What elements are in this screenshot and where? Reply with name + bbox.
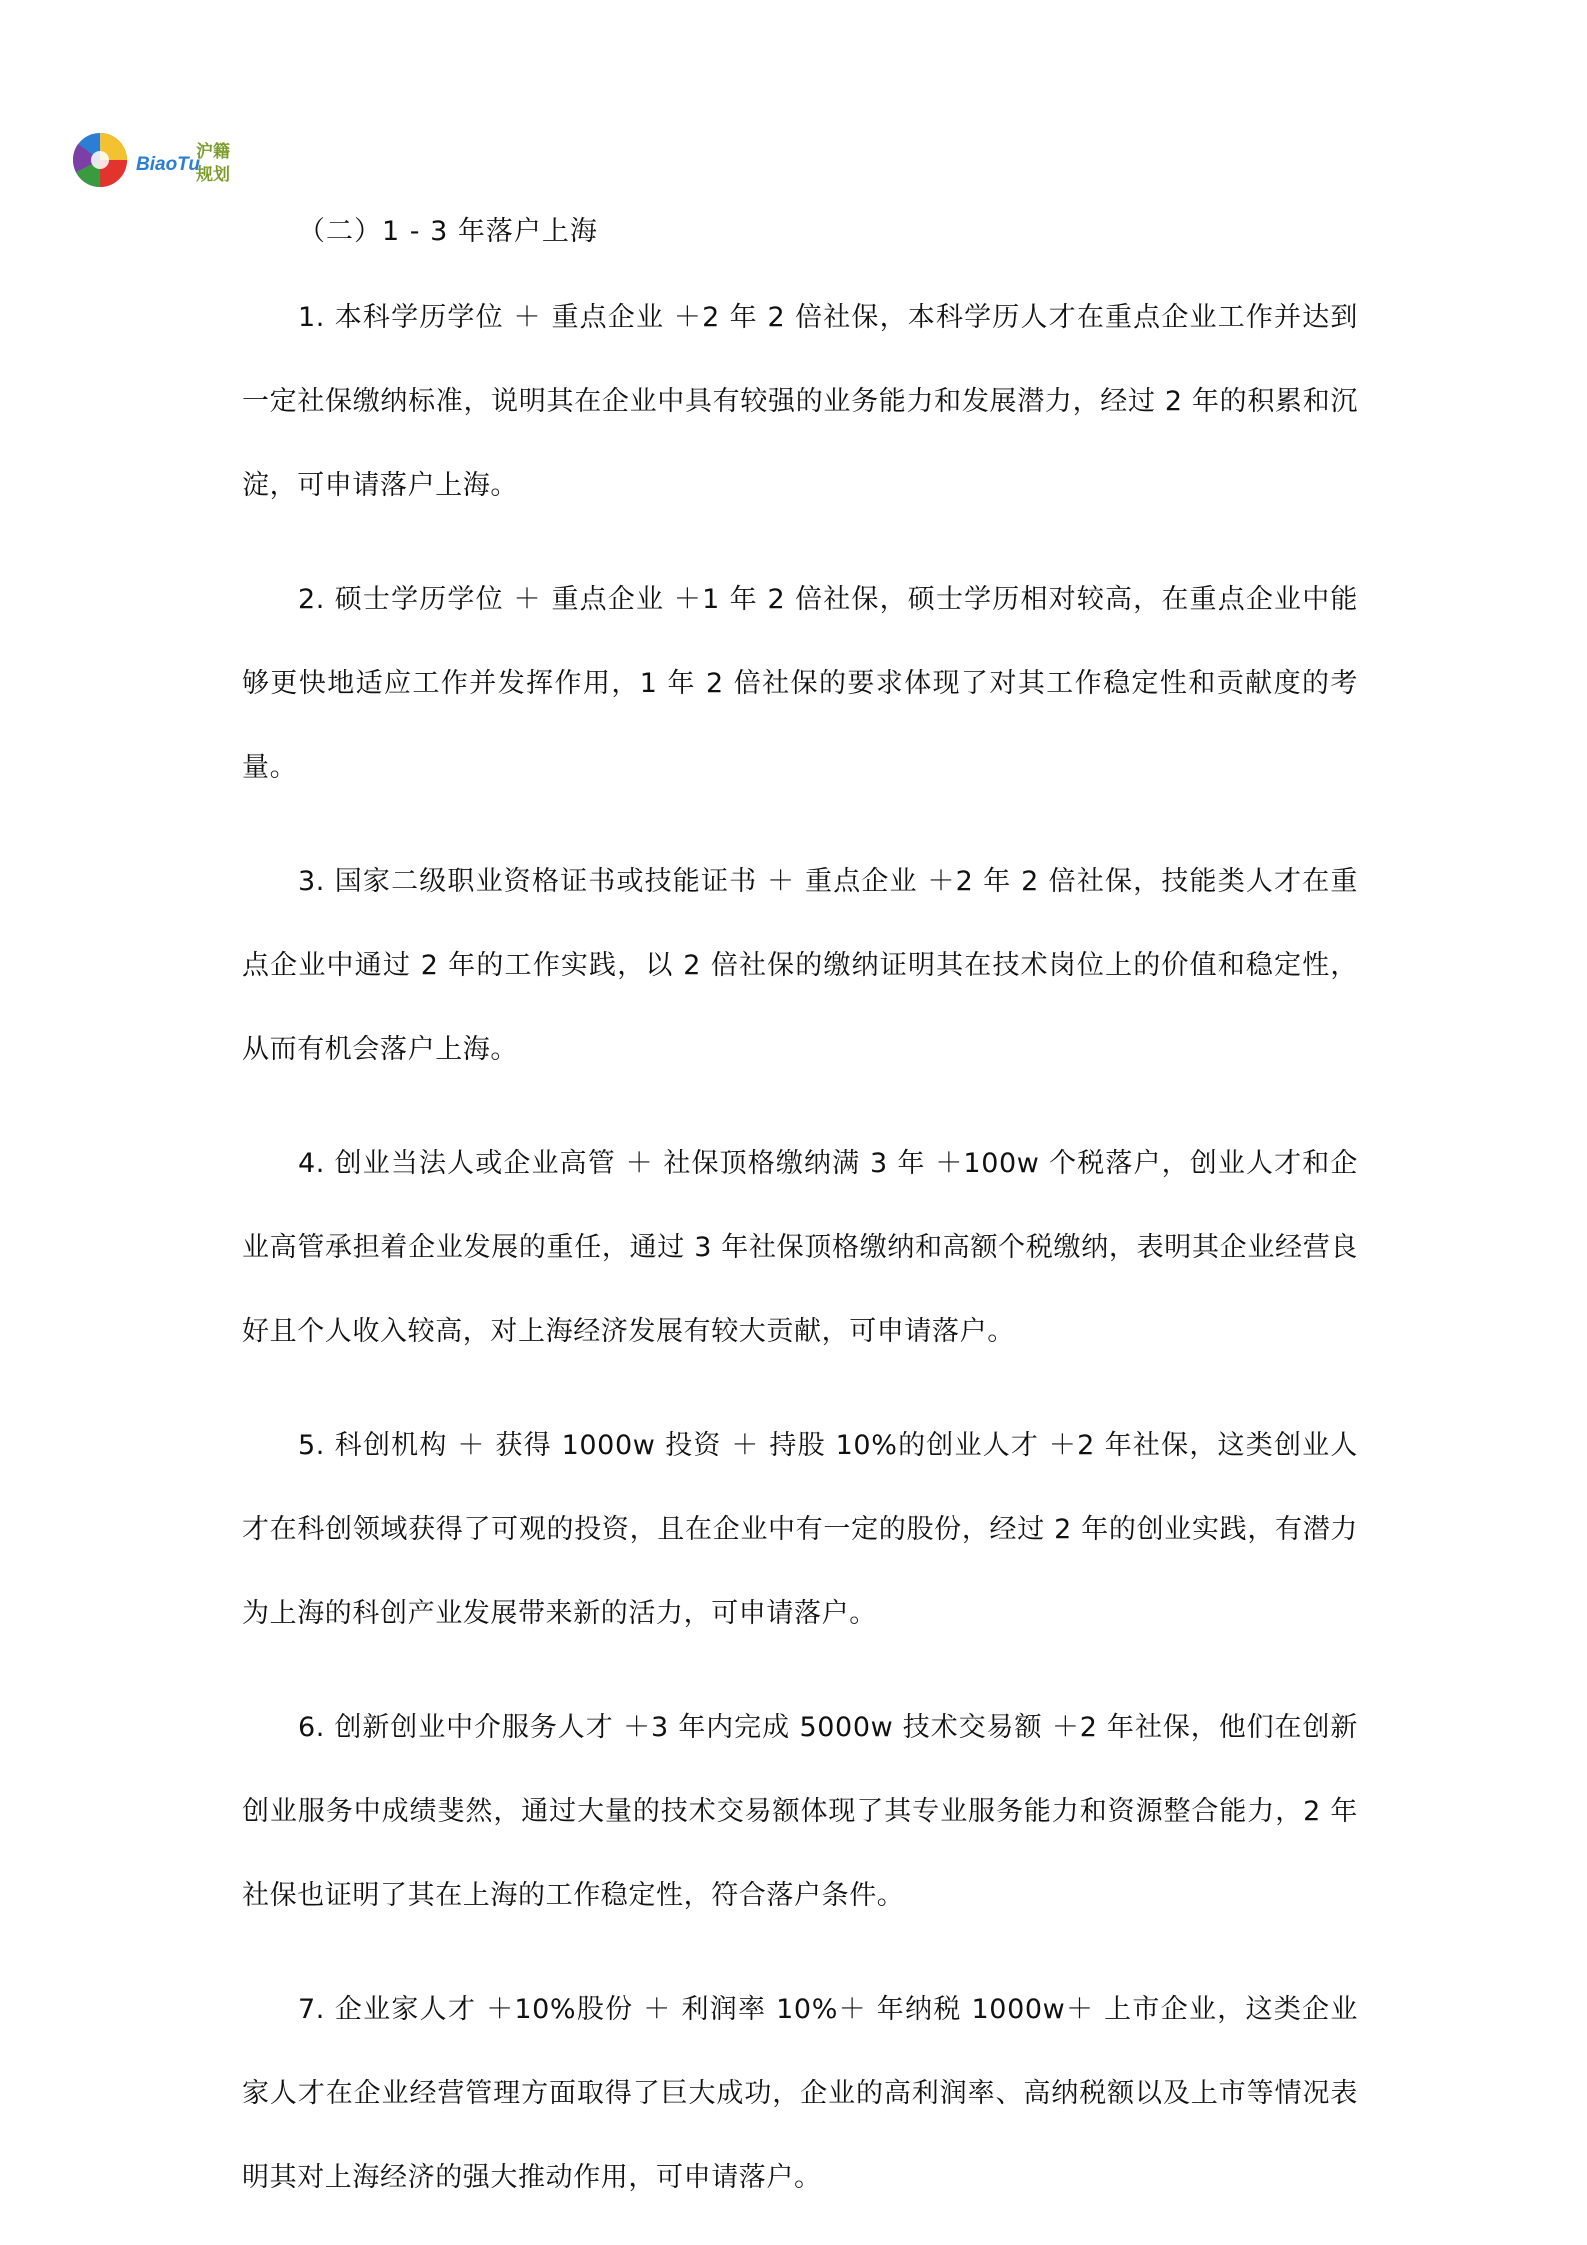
policy-item-4: 4. 创业当法人或企业高管 ＋ 社保顶格缴纳满 3 年 ＋100w 个税落户，创业人才和企业高管承担着企业发展的重任，通过 3 年社保顶格缴纳和高额个税缴纳，表明其企业经营良好且个人收入较高，对上海经济发展有较大贡献，可申请落户。: [242, 1148, 1358, 1347]
company-logo: [66, 124, 256, 194]
logo-graphic: [66, 124, 256, 194]
section-title: （二）1 - 3 年落户上海: [298, 216, 598, 247]
policy-item-2: 2. 硕士学历学位 ＋ 重点企业 ＋1 年 2 倍社保，硕士学历相对较高，在重点企业中能够更快地适应工作并发挥作用，1 年 2 倍社保的要求体现了对其工作稳定性和贡献度的考量。: [242, 584, 1358, 783]
policy-item-3: 3. 国家二级职业资格证书或技能证书 ＋ 重点企业 ＋2 年 2 倍社保，技能类人才在重点企业中通过 2 年的工作实践，以 2 倍社保的缴纳证明其在技术岗位上的价值和稳定性，从而有机会落户上海。: [242, 866, 1358, 1065]
logo-brand-cn-line1: 沪籍: [196, 142, 230, 162]
policy-item-7: 7. 企业家人才 ＋10%股份 ＋ 利润率 10%＋ 年纳税 1000w＋ 上市企业，这类企业家人才在企业经营管理方面取得了巨大成功，企业的高利润率、高纳税额以及上市等情况表明其对上海经济的强大推动作用，可申请落户。: [242, 1994, 1358, 2193]
document-body: [242, 206, 1358, 2220]
policy-item-1: 1. 本科学历学位 ＋ 重点企业 ＋2 年 2 倍社保，本科学历人才在重点企业工作并达到一定社保缴纳标准，说明其在企业中具有较强的业务能力和发展潜力，经过 2 年的积累和沉淀，可申请落户上海。: [242, 302, 1358, 501]
logo-brand-en: BiaoTu: [136, 154, 201, 175]
policy-item-5: 5. 科创机构 ＋ 获得 1000w 投资 ＋ 持股 10%的创业人才 ＋2 年社保，这类创业人才在科创领域获得了可观的投资，且在企业中有一定的股份，经过 2 年的创业实践，有潜力为上海的科创产业发展带来新的活力，可申请落户。: [242, 1430, 1358, 1629]
logo-brand-cn-line2: 规划: [196, 165, 230, 185]
policy-item-6: 6. 创新创业中介服务人才 ＋3 年内完成 5000w 技术交易额 ＋2 年社保，他们在创新创业服务中成绩斐然，通过大量的技术交易额体现了其专业服务能力和资源整合能力，2 年社保也证明了其在上海的工作稳定性，符合落户条件。: [242, 1712, 1358, 1911]
